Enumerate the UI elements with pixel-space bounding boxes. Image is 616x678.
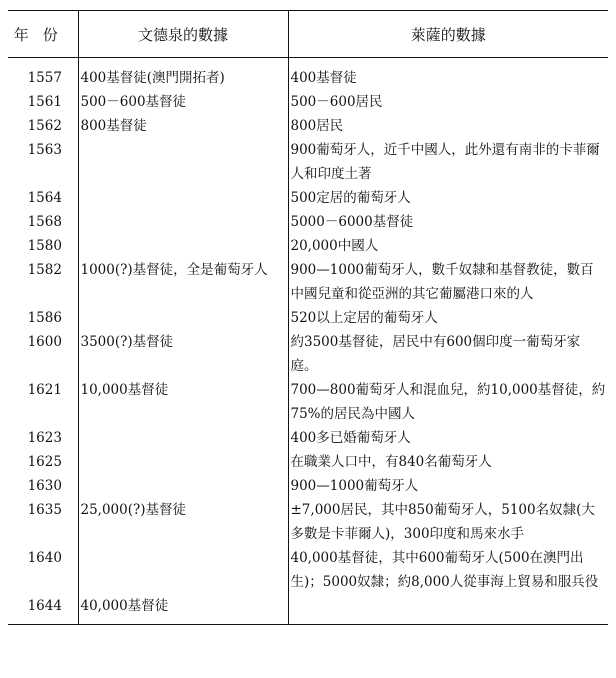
year-cell: 1561: [27, 94, 62, 110]
source-b-cell: 在職業人口中，有840名葡萄牙人: [288, 450, 608, 474]
table-row: [8, 114, 608, 138]
source-a-cell: 3500(?)基督徒: [78, 330, 288, 378]
source-b-cell: 20,000中國人: [288, 234, 608, 258]
year-cell: 1564: [27, 190, 62, 206]
year-cell: 1563: [27, 142, 62, 158]
header-source-a: 文德泉的數據: [78, 11, 288, 58]
source-a-cell: 800基督徒: [78, 114, 288, 138]
table-row: [8, 210, 608, 234]
source-a-cell: [78, 234, 288, 258]
table-row: [8, 258, 608, 306]
table-row: [8, 474, 608, 498]
source-a-cell: [78, 546, 288, 594]
table-row: [8, 186, 608, 210]
header-source-b: 萊薩的數據: [288, 11, 608, 58]
source-b-cell: 400多已婚葡萄牙人: [288, 426, 608, 450]
table-row: [8, 450, 608, 474]
year-cell: 1600: [27, 334, 62, 350]
table-row: [8, 426, 608, 450]
year-cell: 1630: [27, 478, 62, 494]
header-row: [8, 11, 608, 58]
year-cell: 1635: [27, 502, 62, 518]
table-row: [8, 306, 608, 330]
year-cell: 1586: [27, 310, 62, 326]
table-row: [8, 498, 608, 546]
source-a-cell: [78, 210, 288, 234]
year-cell: 1580: [27, 238, 62, 254]
source-b-cell: 700—800葡萄牙人和混血兒，約10,000基督徒，約75%的居民為中國人: [288, 378, 608, 426]
year-cell: 1640: [27, 550, 62, 566]
source-a-cell: [78, 138, 288, 186]
table-row: [8, 594, 608, 625]
table-row: [8, 330, 608, 378]
source-b-cell: 900葡萄牙人，近千中國人，此外還有南非的卡菲爾人和印度土著: [288, 138, 608, 186]
source-a-cell: 1000(?)基督徒，全是葡萄牙人: [78, 258, 288, 306]
source-a-cell: [78, 450, 288, 474]
year-cell: 1582: [27, 262, 62, 278]
source-b-cell: ±7,000居民，其中850葡萄牙人，5100名奴隸(大多數是卡菲爾人)，300印度和馬來水手: [288, 498, 608, 546]
source-a-cell: [78, 186, 288, 210]
source-a-cell: [78, 306, 288, 330]
source-a-cell: 500－600基督徒: [78, 90, 288, 114]
year-cell: 1644: [8, 594, 78, 625]
table-body: [8, 58, 608, 625]
year-cell: 1562: [27, 118, 62, 134]
table-row: [8, 90, 608, 114]
source-a-cell: 10,000基督徒: [78, 378, 288, 426]
year-cell: 1621: [27, 382, 62, 398]
source-b-cell: [288, 594, 608, 625]
source-a-cell: 400基督徒(澳門開拓者): [78, 58, 288, 91]
source-b-cell: 800居民: [288, 114, 608, 138]
source-a-cell: 40,000基督徒: [78, 594, 288, 625]
source-a-cell: [78, 426, 288, 450]
year-cell: 1625: [27, 454, 62, 470]
header-year: 年份: [8, 11, 78, 58]
table-row: [8, 378, 608, 426]
table-row: [8, 58, 608, 91]
table-row: [8, 234, 608, 258]
source-b-cell: 500－600居民: [288, 90, 608, 114]
source-a-cell: 25,000(?)基督徒: [78, 498, 288, 546]
source-a-cell: [78, 474, 288, 498]
source-b-cell: 5000－6000基督徒: [288, 210, 608, 234]
source-b-cell: 500定居的葡萄牙人: [288, 186, 608, 210]
year-cell: 1623: [27, 430, 62, 446]
source-b-cell: 900—1000葡萄牙人，數千奴隸和基督教徒，數百中國兒童和從亞洲的其它葡屬港口來的人: [288, 258, 608, 306]
source-b-cell: 40,000基督徒，其中600葡萄牙人(500在澳門出生)；5000奴隸；約8,000人從事海上貿易和服兵役: [288, 546, 608, 594]
table-header: [8, 11, 608, 58]
source-b-cell: 約3500基督徒，居民中有600個印度一葡萄牙家庭。: [288, 330, 608, 378]
year-cell: 1557: [27, 70, 62, 86]
source-b-cell: 520以上定居的葡萄牙人: [288, 306, 608, 330]
population-data-table: [8, 10, 608, 625]
year-cell: 1568: [27, 214, 62, 230]
source-b-cell: 400基督徒: [288, 58, 608, 91]
table-row: [8, 546, 608, 594]
source-b-cell: 900—1000葡萄牙人: [288, 474, 608, 498]
table-row: [8, 138, 608, 186]
